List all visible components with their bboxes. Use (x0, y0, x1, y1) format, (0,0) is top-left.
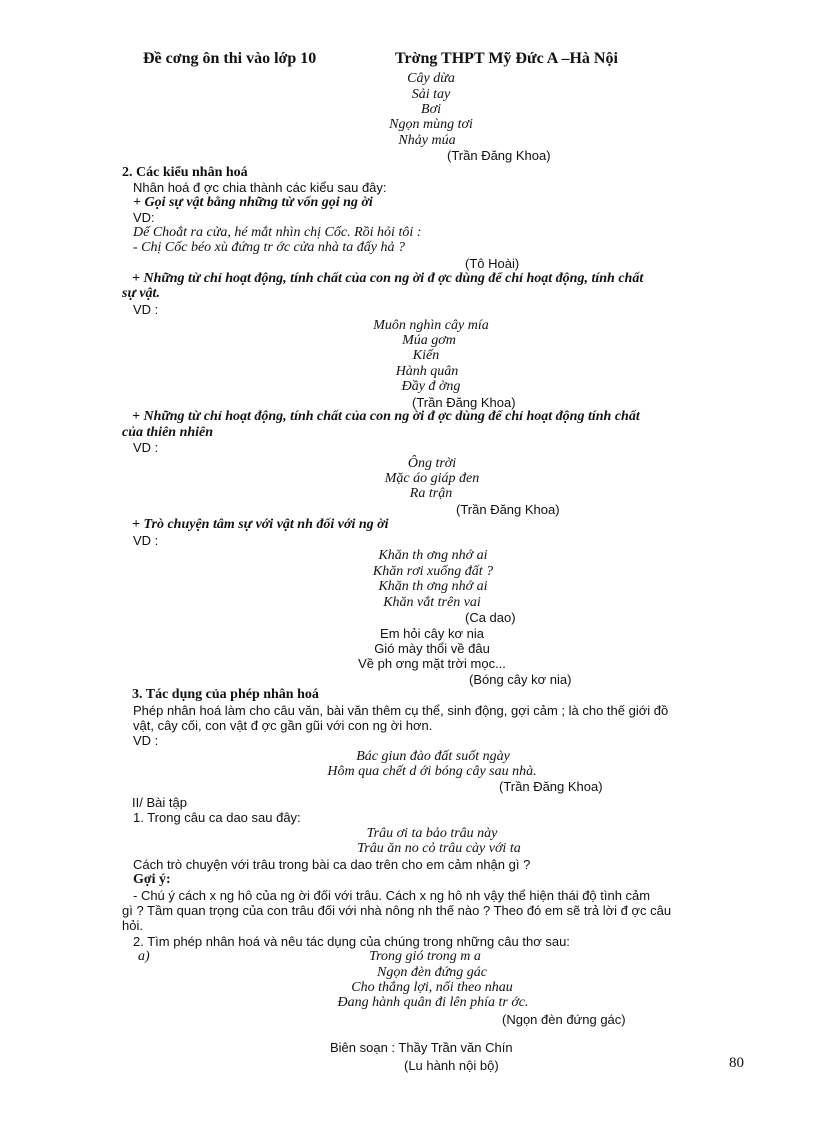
exercises-title: II/ Bài tập (132, 795, 187, 810)
type3-heading-cont: của thiên nhiên (122, 425, 214, 440)
poem4-line: Khăn rơi xuống đất ? (372, 564, 494, 579)
hint-line: gì ? Tầm quan trọng của con trâu đối với nhà nông nh thế nào ? Theo đó em sẽ trả lời đ ợc câu (122, 903, 672, 918)
poem5-line: Về ph ơng mặt trời mọc... (358, 656, 506, 671)
poem1-line: Sải tay (411, 87, 451, 102)
poem1-line: Nhảy múa (398, 133, 456, 148)
poem5-author: (Bóng cây kơ nia) (469, 672, 572, 687)
type2-heading: + Những từ chỉ hoạt động, tính chất của con ng ời đ ợc dùng để chỉ hoạt động, tính chất (132, 271, 644, 286)
question-1: 1. Trong câu ca dao sau đây: (133, 810, 301, 825)
vd-label: VD : (133, 440, 159, 455)
poem2-line: Hành quân (395, 364, 459, 379)
poem4-author: (Ca dao) (465, 610, 516, 625)
question-2-a: a) (138, 949, 150, 964)
header-left: Đề cơng ôn thi vào lớp 10 (143, 50, 317, 67)
poem1-line: Cây dừa (407, 71, 455, 86)
poem3-line: Ông trời (407, 456, 457, 471)
vd-label: VD : (133, 733, 159, 748)
poem1-author: (Trần Đăng Khoa) (447, 148, 551, 163)
poem2-line: Muôn nghìn cây mía (373, 318, 489, 333)
poem3-line: Mặc áo giáp đen (384, 471, 480, 486)
poem2-line: Múa gơm (402, 333, 456, 348)
type2-heading-cont: sự vật. (122, 286, 160, 301)
q1-poem-line: Trâu ăn no cỏ trâu cày với ta (357, 841, 521, 856)
section3-poem-line: Hôm qua chết d ới bóng cây sau nhà. (327, 764, 537, 779)
section2-title: 2. Các kiểu nhân hoá (122, 165, 248, 180)
poem2-line: Đầy đ ờng (401, 379, 461, 394)
vd-label: VD : (133, 533, 159, 548)
vd-label: VD: (133, 210, 155, 225)
vd-label: VD : (133, 302, 159, 317)
question-1-ask: Cách trò chuyện với trâu trong bài ca dao trên cho em cảm nhận gì ? (133, 857, 531, 872)
poem5-line: Em hỏi cây kơ nia (380, 626, 484, 641)
section3-title: 3. Tác dụng của phép nhân hoá (132, 687, 319, 702)
quote1-author: (Tô Hoài) (465, 256, 520, 271)
poem4-line: Khăn th ơng nhớ ai (378, 548, 488, 563)
page-number: 80 (729, 1055, 744, 1071)
type1-heading: + Gọi sự vật bằng những từ vốn gọi ng ời (133, 195, 373, 210)
q2-poem-line: Ngọn đèn đứng gác (377, 965, 487, 980)
type4-heading: + Trò chuyện tâm sự với vật nh đối với ng ời (132, 517, 389, 532)
question-2: 2. Tìm phép nhân hoá và nêu tác dụng của chúng trong những câu thơ sau: (133, 934, 570, 949)
q2-poem-line: Cho thắng lợi, nối theo nhau (351, 980, 513, 995)
quote1-line: Dế Choắt ra cửa, hé mắt nhìn chị Cốc. Rồi hỏi tôi : (133, 225, 422, 240)
type3-heading: + Những từ chỉ hoạt động, tính chất của con ng ời đ ợc dùng để chỉ hoạt động tính chất (132, 409, 640, 424)
poem5-line: Gió mày thổi về đâu (374, 641, 490, 656)
poem4-line: Khăn vắt trên vai (383, 595, 481, 610)
quote1-line: - Chị Cốc béo xù đứng tr ớc cửa nhà ta đấy hả ? (133, 240, 405, 255)
section3-paragraph-cont: vật, cây cối, con vật đ ợc gần gũi với con ng ời hơn. (133, 718, 433, 733)
poem1-line: Ngọn mùng tơi (389, 117, 473, 132)
poem3-author: (Trần Đăng Khoa) (456, 502, 560, 517)
poem2-author: (Trần Đăng Khoa) (412, 395, 516, 410)
poem4-line: Khăn th ơng nhớ ai (378, 579, 488, 594)
footer-note: (Lu hành nội bộ) (404, 1058, 499, 1073)
hint-line: hỏi. (122, 918, 143, 933)
hint-line: - Chú ý cách x ng hô của ng ời đối với trâu. Cách x ng hô nh vậy thể hiện thái độ tình cảm (133, 888, 651, 903)
section3-paragraph: Phép nhân hoá làm cho câu văn, bài văn thêm cụ thể, sinh động, gợi cảm ; là cho thế giới đồ (133, 703, 669, 718)
section3-author: (Trần Đăng Khoa) (499, 779, 603, 794)
section2-intro: Nhân hoá đ ợc chia thành các kiểu sau đây: (133, 180, 387, 195)
hint-title: Gợi ý: (133, 872, 171, 887)
footer-author: Biên soạn : Thầy Trần văn Chín (330, 1040, 513, 1055)
header-right: Trờng THPT Mỹ Đức A –Hà Nội (395, 50, 618, 67)
poem2-line: Kiến (412, 348, 440, 363)
q1-poem-line: Trâu ơi ta bảo trâu này (366, 826, 498, 841)
poem3-line: Ra trận (409, 486, 453, 501)
q2-poem-line: Trong gió trong m a (369, 949, 481, 964)
q2-poem-line: Đang hành quân đi lên phía tr ớc. (337, 995, 529, 1010)
poem1-line: Bơi (421, 102, 441, 117)
section3-poem-line: Bác giun đào đất suốt ngày (356, 749, 510, 764)
q2-author: (Ngọn đèn đứng gác) (502, 1012, 626, 1027)
